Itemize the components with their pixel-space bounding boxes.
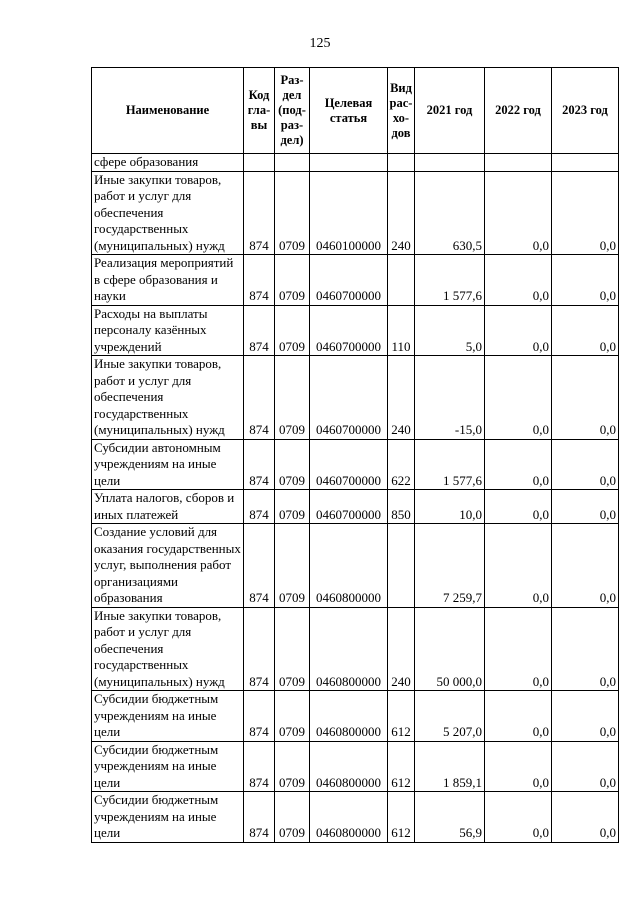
cell-chapter-code: 874 — [244, 741, 275, 792]
cell-year-2021: 1 577,6 — [415, 439, 485, 490]
cell-expense-type: 240 — [388, 171, 415, 255]
cell-year-2022: 0,0 — [485, 490, 552, 524]
cell-year-2023: 0,0 — [552, 691, 619, 742]
cell-expense-type: 850 — [388, 490, 415, 524]
cell-year-2021: 5 207,0 — [415, 691, 485, 742]
cell-year-2022: 0,0 — [485, 356, 552, 440]
cell-year-2022 — [485, 154, 552, 172]
cell-section: 0709 — [275, 691, 310, 742]
cell-chapter-code: 874 — [244, 255, 275, 306]
cell-target-item: 0460800000 — [310, 691, 388, 742]
cell-year-2022: 0,0 — [485, 792, 552, 843]
cell-year-2023: 0,0 — [552, 607, 619, 691]
cell-section: 0709 — [275, 305, 310, 356]
cell-target-item: 0460100000 — [310, 171, 388, 255]
table-row — [92, 439, 619, 490]
cell-target-item: 0460800000 — [310, 524, 388, 608]
cell-year-2023 — [552, 154, 619, 172]
cell-year-2022: 0,0 — [485, 171, 552, 255]
cell-chapter-code: 874 — [244, 305, 275, 356]
cell-section: 0709 — [275, 255, 310, 306]
cell-year-2021: 56,9 — [415, 792, 485, 843]
cell-target-item: 0460700000 — [310, 439, 388, 490]
cell-expense-type: 612 — [388, 691, 415, 742]
cell-target-item — [310, 154, 388, 172]
cell-year-2021: -15,0 — [415, 356, 485, 440]
cell-section: 0709 — [275, 741, 310, 792]
cell-target-item: 0460800000 — [310, 792, 388, 843]
cell-year-2022: 0,0 — [485, 439, 552, 490]
cell-year-2022: 0,0 — [485, 741, 552, 792]
cell-section: 0709 — [275, 607, 310, 691]
cell-year-2021 — [415, 154, 485, 172]
cell-year-2022: 0,0 — [485, 524, 552, 608]
cell-expense-type — [388, 524, 415, 608]
cell-name: Иные закупки товаров, работ и услуг для обеспечения государственных (муниципальных) нужд — [92, 171, 244, 255]
cell-year-2021: 1 859,1 — [415, 741, 485, 792]
cell-year-2023: 0,0 — [552, 171, 619, 255]
cell-year-2022: 0,0 — [485, 255, 552, 306]
table-row — [92, 524, 619, 608]
cell-year-2023: 0,0 — [552, 490, 619, 524]
cell-section: 0709 — [275, 439, 310, 490]
cell-target-item: 0460700000 — [310, 255, 388, 306]
cell-chapter-code: 874 — [244, 607, 275, 691]
cell-year-2021: 10,0 — [415, 490, 485, 524]
table-row — [92, 741, 619, 792]
cell-year-2023: 0,0 — [552, 255, 619, 306]
cell-name: Создание условий для оказания государственных услуг, выполнения работ организациями образования — [92, 524, 244, 608]
table-row — [92, 691, 619, 742]
cell-year-2021: 50 000,0 — [415, 607, 485, 691]
cell-name: Субсидии бюджетным учреждениям на иные цели — [92, 741, 244, 792]
header-target-item: Целевая статья — [310, 68, 388, 154]
cell-section: 0709 — [275, 792, 310, 843]
cell-target-item: 0460700000 — [310, 305, 388, 356]
cell-section — [275, 154, 310, 172]
header-expense-type: Вид рас-хо-дов — [388, 68, 415, 154]
table-body — [92, 154, 619, 843]
cell-chapter-code: 874 — [244, 171, 275, 255]
header-year-2022: 2022 год — [485, 68, 552, 154]
cell-year-2023: 0,0 — [552, 356, 619, 440]
cell-section: 0709 — [275, 490, 310, 524]
cell-target-item: 0460800000 — [310, 741, 388, 792]
cell-name: Субсидии бюджетным учреждениям на иные цели — [92, 691, 244, 742]
table-row — [92, 305, 619, 356]
cell-year-2022: 0,0 — [485, 607, 552, 691]
table-row — [92, 792, 619, 843]
table-row — [92, 607, 619, 691]
cell-section: 0709 — [275, 524, 310, 608]
cell-expense-type — [388, 255, 415, 306]
header-name: Наименование — [92, 68, 244, 154]
cell-expense-type: 240 — [388, 607, 415, 691]
cell-target-item: 0460700000 — [310, 490, 388, 524]
cell-expense-type — [388, 154, 415, 172]
budget-table — [91, 67, 619, 843]
cell-expense-type: 612 — [388, 792, 415, 843]
cell-name: Субсидии бюджетным учреждениям на иные цели — [92, 792, 244, 843]
cell-name: сфере образования — [92, 154, 244, 172]
cell-year-2021: 1 577,6 — [415, 255, 485, 306]
header-section: Раз-дел (под-раз-дел) — [275, 68, 310, 154]
cell-year-2023: 0,0 — [552, 741, 619, 792]
cell-year-2021: 5,0 — [415, 305, 485, 356]
cell-name: Уплата налогов, сборов и иных платежей — [92, 490, 244, 524]
cell-section: 0709 — [275, 356, 310, 440]
cell-target-item: 0460800000 — [310, 607, 388, 691]
cell-section: 0709 — [275, 171, 310, 255]
cell-year-2023: 0,0 — [552, 792, 619, 843]
cell-year-2023: 0,0 — [552, 524, 619, 608]
cell-name: Расходы на выплаты персоналу казённых учреждений — [92, 305, 244, 356]
cell-chapter-code: 874 — [244, 490, 275, 524]
cell-name: Иные закупки товаров, работ и услуг для обеспечения государственных (муниципальных) нужд — [92, 607, 244, 691]
cell-year-2021: 630,5 — [415, 171, 485, 255]
cell-chapter-code: 874 — [244, 691, 275, 742]
cell-expense-type: 110 — [388, 305, 415, 356]
cell-name: Субсидии автономным учреждениям на иные цели — [92, 439, 244, 490]
page-number: 125 — [309, 36, 331, 51]
cell-year-2023: 0,0 — [552, 439, 619, 490]
cell-chapter-code: 874 — [244, 439, 275, 490]
cell-expense-type: 240 — [388, 356, 415, 440]
header-year-2023: 2023 год — [552, 68, 619, 154]
cell-chapter-code: 874 — [244, 792, 275, 843]
cell-name: Реализация мероприятий в сфере образования и науки — [92, 255, 244, 306]
header-year-2021: 2021 год — [415, 68, 485, 154]
table-row — [92, 255, 619, 306]
cell-target-item: 0460700000 — [310, 356, 388, 440]
table-row — [92, 356, 619, 440]
cell-year-2022: 0,0 — [485, 305, 552, 356]
cell-year-2022: 0,0 — [485, 691, 552, 742]
cell-chapter-code — [244, 154, 275, 172]
cell-name: Иные закупки товаров, работ и услуг для обеспечения государственных (муниципальных) нужд — [92, 356, 244, 440]
table-header-row — [92, 68, 619, 154]
table-row — [92, 171, 619, 255]
cell-chapter-code: 874 — [244, 524, 275, 608]
cell-year-2023: 0,0 — [552, 305, 619, 356]
header-chapter-code: Код гла-вы — [244, 68, 275, 154]
table-row — [92, 154, 619, 172]
cell-expense-type: 622 — [388, 439, 415, 490]
table-row — [92, 490, 619, 524]
cell-expense-type: 612 — [388, 741, 415, 792]
cell-chapter-code: 874 — [244, 356, 275, 440]
cell-year-2021: 7 259,7 — [415, 524, 485, 608]
